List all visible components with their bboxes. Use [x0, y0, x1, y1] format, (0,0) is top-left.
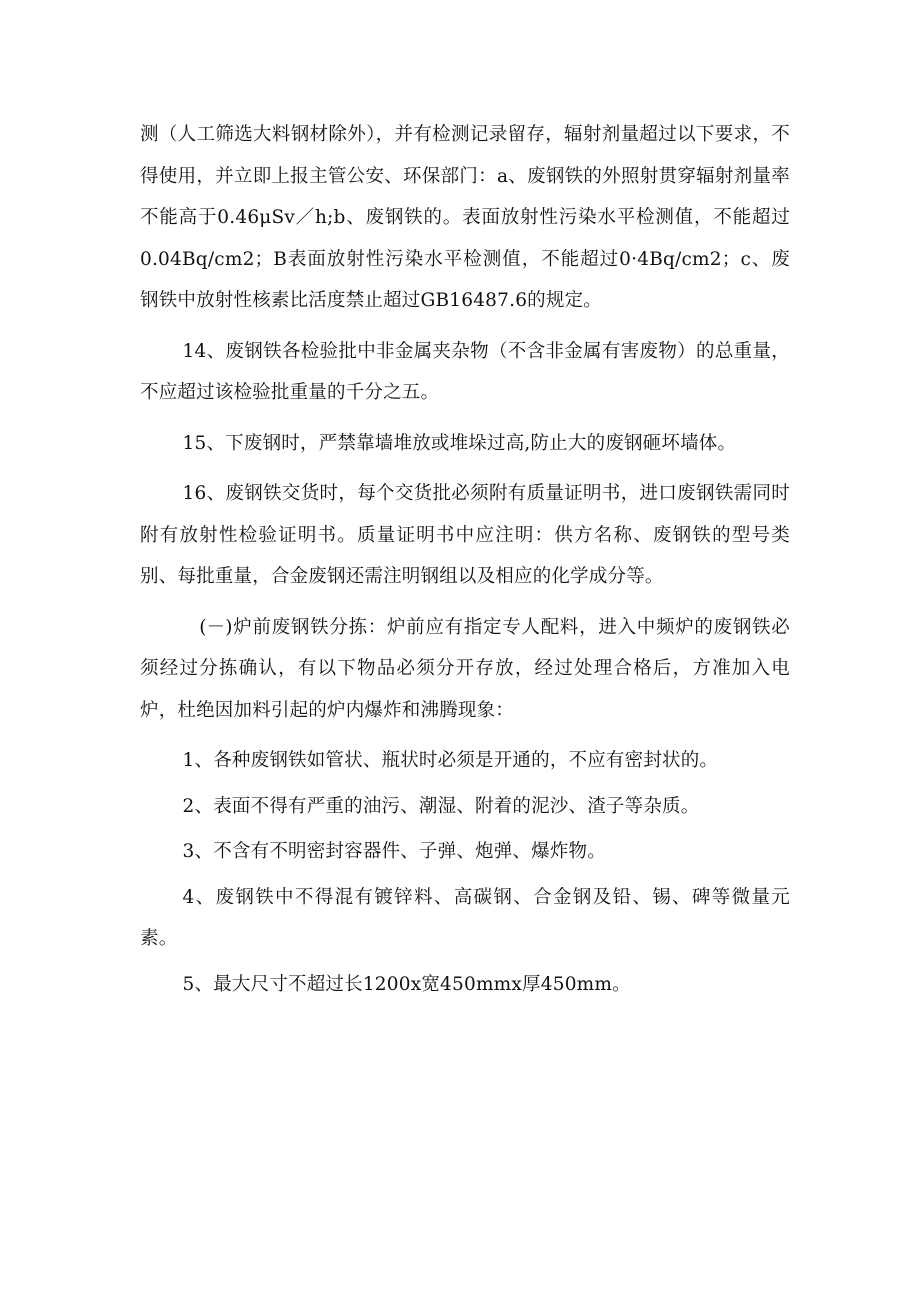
- sorting-item-5: 5、最大尺寸不超过长1200x宽450mmx厚450mm。: [182, 973, 631, 995]
- document-body: [140, 114, 790, 1005]
- sorting-item-4: 4、废钢铁中不得混有镀锌料、高碳钢、合金钢及铅、锡、碑等微量元素。: [140, 886, 790, 949]
- clause-16-paragraph: 16、废钢铁交货时，每个交货批必须附有质量证明书，进口废钢铁需同时附有放射性检验证明书。质量证明书中应注明：供方名称、废钢铁的型号类别、每批重量，合金废钢还需注明钢组以及相应的化学成分等。: [140, 483, 790, 587]
- sorting-item-3: 3、不含有不明密封容器件、子弹、炮弹、爆炸物。: [182, 841, 606, 862]
- clause-14-paragraph: 14、废钢铁各检验批中非金属夹杂物（不含非金属有害废物）的总重量，不应超过该检验批重量的千分之五。: [140, 340, 790, 403]
- sorting-item-2: 2、表面不得有严重的油污、潮湿、附着的泥沙、渣子等杂质。: [182, 795, 700, 817]
- clause-15-paragraph: 15、下废钢时，严禁靠墙堆放或堆垛过高,防止大的废钢砸坏墙体。: [182, 432, 737, 454]
- furnace-sorting-paragraph: (－)炉前废钢铁分拣：炉前应有指定专人配料，进入中频炉的废钢铁必须经过分拣确认，有以下物品必须分开存放，经过处理合格后，方准加入电炉，杜绝因加料引起的炉内爆炸和沸腾现象：: [140, 616, 790, 721]
- radiation-requirements-paragraph: 测（人工筛选大料钢材除外），并有检测记录留存，辐射剂量超过以下要求，不得使用，并立即上报主管公安、环保部门：a、废钢铁的外照射贯穿辐射剂量率不能高于0.46μSv／h;b、废钢铁的。表面放射性污染水平检测值，不能超过0.04Bq/cm2；B表面放射性污染水平检测值，不能超过0·4Bq/cm2；c、废钢铁中放射性核素比活度禁止超过GB16487.6的规定。: [140, 124, 790, 311]
- sorting-item-1: 1、各种废钢铁如管状、瓶状时必须是开通的，不应有密封状的。: [182, 750, 719, 771]
